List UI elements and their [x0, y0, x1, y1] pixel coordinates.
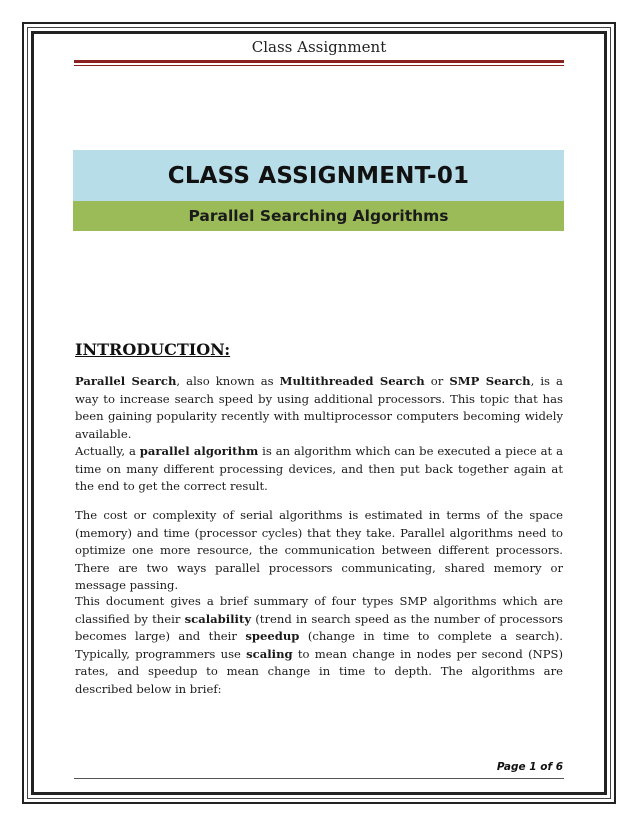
header-rule [74, 60, 564, 63]
term-scaling: scaling [246, 646, 293, 661]
term-parallel-algorithm: parallel algorithm [139, 444, 259, 458]
title-banner [73, 150, 564, 201]
text-run: , is a way to increase search speed by using additional processors. This topic that has been gaining popularity recently with multiprocessor computers becoming widely available. [75, 374, 563, 441]
term-multithreaded-search: Multithreaded Search [279, 374, 425, 388]
paragraph-3 [75, 507, 563, 595]
term-parallel-search: Parallel Search [75, 374, 177, 388]
section-heading: INTRODUCTION: [75, 340, 231, 359]
text-run: This document gives a brief summary of four types SMP algorithms which are classified by their [75, 594, 563, 626]
text-run: is an algorithm which can be executed a piece at a time on many different processing devices, and then put back together again at the end to get the correct result. [75, 444, 563, 493]
text-run: or [424, 374, 450, 388]
paragraph-4 [75, 593, 563, 698]
paragraph-1 [75, 373, 563, 443]
document-subtitle: Parallel Searching Algorithms [188, 207, 449, 225]
term-scalability: scalability [184, 611, 252, 626]
document-title: CLASS ASSIGNMENT-01 [167, 162, 470, 189]
term-speedup: speedup [245, 629, 300, 643]
text-run: , also known as [176, 374, 280, 388]
text-run: The cost or complexity of serial algorithms is estimated in terms of the space (memory) and time (processor cycles) that they take. Parallel algorithms need to optimize one more resource, the communication between different processors. There are two ways parallel processors communicating, shared memory or message passing. [75, 508, 563, 592]
text-run: (change in time to complete a search). Typically, programmers use [75, 629, 563, 661]
text-run: (trend in search speed as the number of processors becomes large) and their [75, 611, 563, 643]
header-rule-thin [74, 65, 564, 66]
text-run: Actually, a [75, 444, 140, 458]
paragraph-2 [75, 443, 563, 496]
text-run: to mean change in nodes per second (NPS) rates, and speedup to mean change in time to depth. The algorithms are described below in brief: [75, 646, 563, 696]
subtitle-banner [73, 201, 564, 231]
footer-rule [74, 778, 564, 779]
page-number: Page 1 of 6 [496, 761, 563, 773]
page-header: Class Assignment [251, 38, 387, 56]
term-smp-search: SMP Search [449, 374, 531, 388]
